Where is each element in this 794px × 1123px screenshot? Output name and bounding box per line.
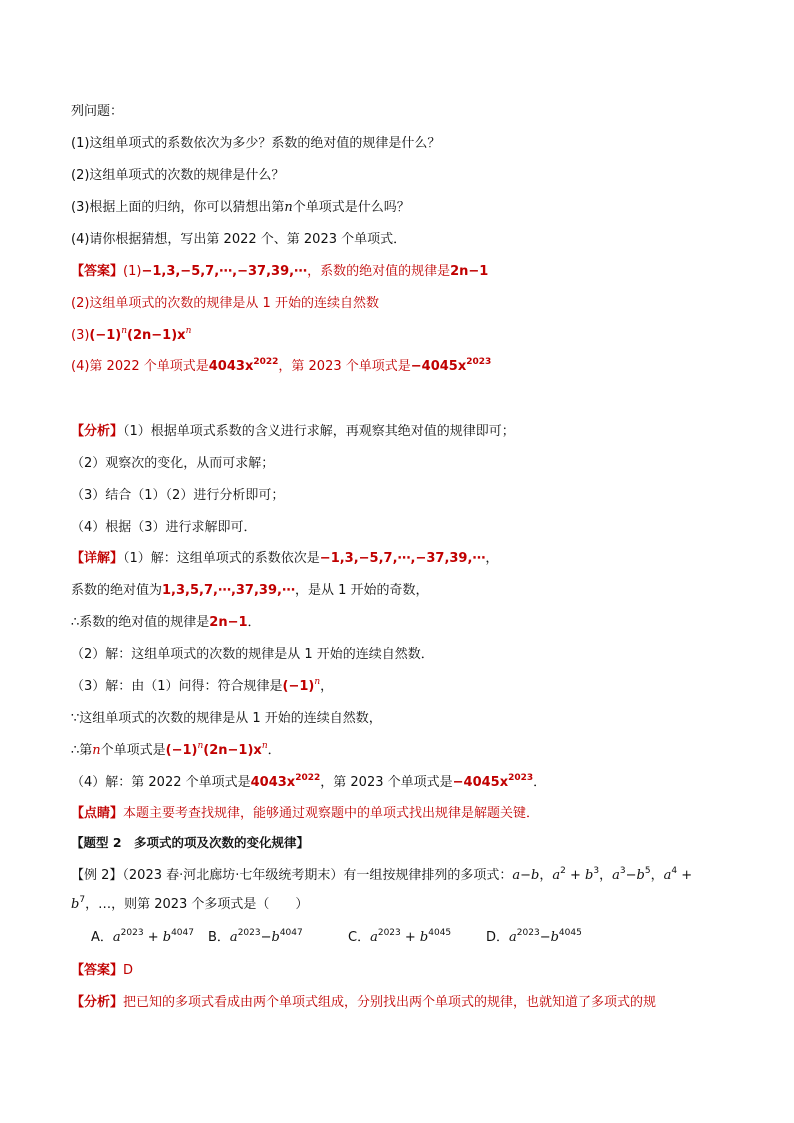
detail-2-text-end: ，是从 1 开始的奇数，: [294, 583, 429, 598]
detail-line-2: [71, 581, 429, 601]
detail-8-exp-2: 2023: [508, 773, 534, 783]
detail-line-5: [71, 677, 333, 697]
option-c-op: +: [400, 930, 420, 945]
answer-3-formula-rest: (2n−1)x: [127, 328, 186, 343]
analysis2-tag: 【分析】: [71, 995, 124, 1010]
example-sep-3: ，: [650, 868, 664, 883]
example-term-4b: b: [71, 897, 80, 912]
example-term-2b: b: [585, 868, 594, 883]
example-term-4b-exp: 7: [79, 895, 86, 905]
example-term-3a-exp: 3: [619, 866, 626, 876]
option-b-term-b: b: [271, 930, 280, 945]
answer-3-exponent-2: n: [185, 326, 192, 336]
detail-5-text: （3）解：由（1）问得：符合规律是: [71, 679, 283, 694]
answer-line-4: [71, 357, 491, 377]
comment-tag: 【点睛】: [71, 806, 124, 821]
example-source: （2023 春·河北廊坊·七年级统考期末）有一组按规律排列的多项式：: [122, 868, 513, 883]
option-a[interactable]: [91, 928, 194, 948]
detail-8-exp-1: 2022: [295, 773, 321, 783]
question-2: (2)这组单项式的次数的规律是什么？: [71, 168, 285, 183]
answer-4-text: (4)第 2022 个单项式是: [71, 359, 209, 374]
detail-5-end: ，: [320, 679, 334, 694]
question-3-text-end: 个单项式是什么吗？: [292, 200, 410, 215]
example-term-2b-exp: 3: [593, 866, 600, 876]
detail-5-exponent: n: [314, 677, 321, 687]
detail-7-exponent: n: [197, 741, 204, 751]
answer-tag: 【答案】: [71, 264, 124, 279]
answer-3-exponent: n: [121, 326, 128, 336]
example-term-4a: a: [663, 868, 672, 883]
option-b[interactable]: [208, 928, 303, 948]
example-term-3-op: −: [625, 868, 637, 883]
answer-4-value-2: −4045x: [410, 359, 467, 374]
example-tag: 【例 2】: [71, 868, 123, 883]
answer-4-exp-2: 2023: [466, 357, 492, 367]
example-term-3b: b: [636, 868, 645, 883]
example-question: ，…，则第 2023 个多项式是（ ）: [85, 897, 309, 912]
option-b-label: B．: [208, 930, 230, 945]
answer-3-formula: (−1): [89, 328, 122, 343]
option-d-exp-b: 4045: [558, 928, 582, 938]
example-term-2a-exp: 2: [560, 866, 566, 876]
answer-4-value-1: 4043x: [208, 359, 254, 374]
answer2-line: [71, 961, 133, 981]
answer-4-mid: ，第 2023 个单项式是: [278, 359, 411, 374]
option-a-exp-b: 4047: [171, 928, 194, 938]
detail-3-end: ．: [247, 615, 261, 630]
detail-7-var: n: [92, 743, 101, 758]
answer-line-1: [71, 262, 488, 282]
question-1: (1)这组单项式的系数依次为多少？系数的绝对值的规律是什么？: [71, 136, 441, 151]
section-title: 【题型 2 多项式的项及次数的变化规律】: [71, 835, 310, 850]
option-d-term-b: b: [550, 930, 559, 945]
option-b-exp-a: 2023: [237, 928, 261, 938]
answer-1-rule: 2n−1: [450, 264, 489, 279]
detail-8-value-1: 4043x: [250, 775, 296, 790]
option-a-term-b: b: [162, 930, 172, 945]
question-3-var: n: [284, 200, 293, 215]
answer-1-text: ，系数的绝对值的规律是: [307, 264, 451, 279]
option-d[interactable]: [486, 928, 582, 948]
example-term-3b-exp: 5: [644, 866, 651, 876]
analysis-line-2: （2）观察次的变化，从而可求解；: [71, 456, 275, 471]
detail-8-end: ．: [533, 775, 547, 790]
option-c-exp-b: 4045: [428, 928, 452, 938]
answer-line-2: (2)这组单项式的次数的规律是从 1 开始的连续自然数: [71, 296, 379, 311]
option-c-term-a: a: [370, 930, 378, 945]
detail-8-mid: ，第 2023 个单项式是: [320, 775, 453, 790]
detail-1-sequence: −1,3,−5,7,⋯,−37,39,⋯: [319, 551, 486, 566]
detail-7-formula-rest: (2n−1)x: [203, 743, 262, 758]
analysis-line-4: （4）根据（3）进行求解即可．: [71, 520, 257, 535]
answer-1-sequence: −1,3,−5,7,⋯,−37,39,⋯: [141, 264, 308, 279]
detail-2-text: 系数的绝对值为: [71, 583, 163, 598]
detail-line-7: [71, 741, 281, 761]
example-term-3a: a: [612, 868, 620, 883]
detail-line-8: [71, 773, 546, 793]
question-4: (4)请你根据猜想，写出第 2022 个、第 2023 个单项式．: [71, 232, 407, 247]
option-c-term-b: b: [419, 930, 429, 945]
question-3-text: (3)根据上面的归纳，你可以猜想出第: [71, 200, 285, 215]
example-sep-2: ，: [599, 868, 613, 883]
option-b-op: −: [260, 930, 272, 945]
example-term-4a-exp: 4: [671, 866, 678, 876]
option-a-op: +: [143, 930, 163, 945]
detail-3-text: ∴系数的绝对值的规律是: [71, 615, 210, 630]
option-c-label: C．: [348, 930, 371, 945]
analysis2-text: 把已知的多项式看成由两个单项式组成，分别找出两个单项式的规律，也就知道了多项式的规: [123, 995, 657, 1010]
example-term-4-op: +: [677, 868, 693, 883]
analysis-tag: 【分析】: [71, 424, 124, 439]
detail-tag: 【详解】: [71, 551, 124, 566]
detail-1-end: ，: [485, 551, 499, 566]
detail-7-exponent-2: n: [261, 741, 268, 751]
option-c-exp-a: 2023: [377, 928, 401, 938]
answer-1-prefix: (1): [123, 264, 142, 279]
question-3: [71, 198, 410, 218]
option-b-exp-b: 4047: [279, 928, 303, 938]
detail-8-text: （4）解：第 2022 个单项式是: [71, 775, 251, 790]
option-d-label: D．: [486, 930, 510, 945]
example-term-2a: a: [552, 868, 561, 883]
detail-3-rule: 2n−1: [209, 615, 248, 630]
option-d-term-a: a: [509, 930, 517, 945]
option-a-exp-a: 2023: [120, 928, 144, 938]
answer2-value: D: [123, 963, 134, 978]
detail-line-3: [71, 613, 261, 633]
comment-text: 本题主要考查找规律，能够通过观察题中的单项式找出规律是解题关键．: [123, 806, 540, 821]
detail-7-formula: (−1): [165, 743, 198, 758]
detail-5-formula: (−1): [282, 679, 315, 694]
detail-line-4: （2）解：这组单项式的次数的规律是从 1 开始的连续自然数．: [71, 647, 434, 662]
analysis-line-3: （3）结合（1）（2）进行分析即可；: [71, 488, 285, 503]
option-c[interactable]: [348, 928, 451, 948]
questions-lead: 列问题：: [71, 104, 124, 119]
example-term-2-op: +: [565, 868, 586, 883]
detail-7-mid: 个单项式是: [100, 743, 166, 758]
option-a-term-a: a: [112, 930, 121, 945]
option-b-term-a: a: [229, 930, 238, 945]
answer-3-prefix: (3): [71, 328, 90, 343]
example-line-2: [71, 895, 308, 915]
example-term-1: a−b: [512, 868, 540, 883]
detail-8-value-2: −4045x: [452, 775, 509, 790]
detail-line-1: [71, 549, 498, 569]
detail-2-sequence: 1,3,5,7,⋯,37,39,⋯: [162, 583, 295, 598]
option-d-exp-a: 2023: [516, 928, 540, 938]
detail-1-text: （1）解：这组单项式的系数依次是: [123, 551, 320, 566]
detail-7-end: ．: [267, 743, 281, 758]
answer-line-3: [71, 326, 191, 346]
option-d-op: −: [539, 930, 551, 945]
detail-line-6: ∵这组单项式的次数的规律是从 1 开始的连续自然数，: [71, 711, 382, 726]
analysis-text-1: （1）根据单项式系数的含义进行求解，再观察其绝对值的规律即可；: [123, 424, 515, 439]
example-line-1: [71, 866, 692, 886]
analysis-line-1: [71, 422, 515, 442]
example-sep-1: ，: [539, 868, 553, 883]
option-a-label: A．: [91, 930, 113, 945]
answer2-tag: 【答案】: [71, 963, 124, 978]
detail-7-text: ∴第: [71, 743, 93, 758]
answer-4-exp-1: 2022: [253, 357, 279, 367]
comment-line: [71, 804, 539, 824]
analysis2-line: [71, 993, 656, 1013]
